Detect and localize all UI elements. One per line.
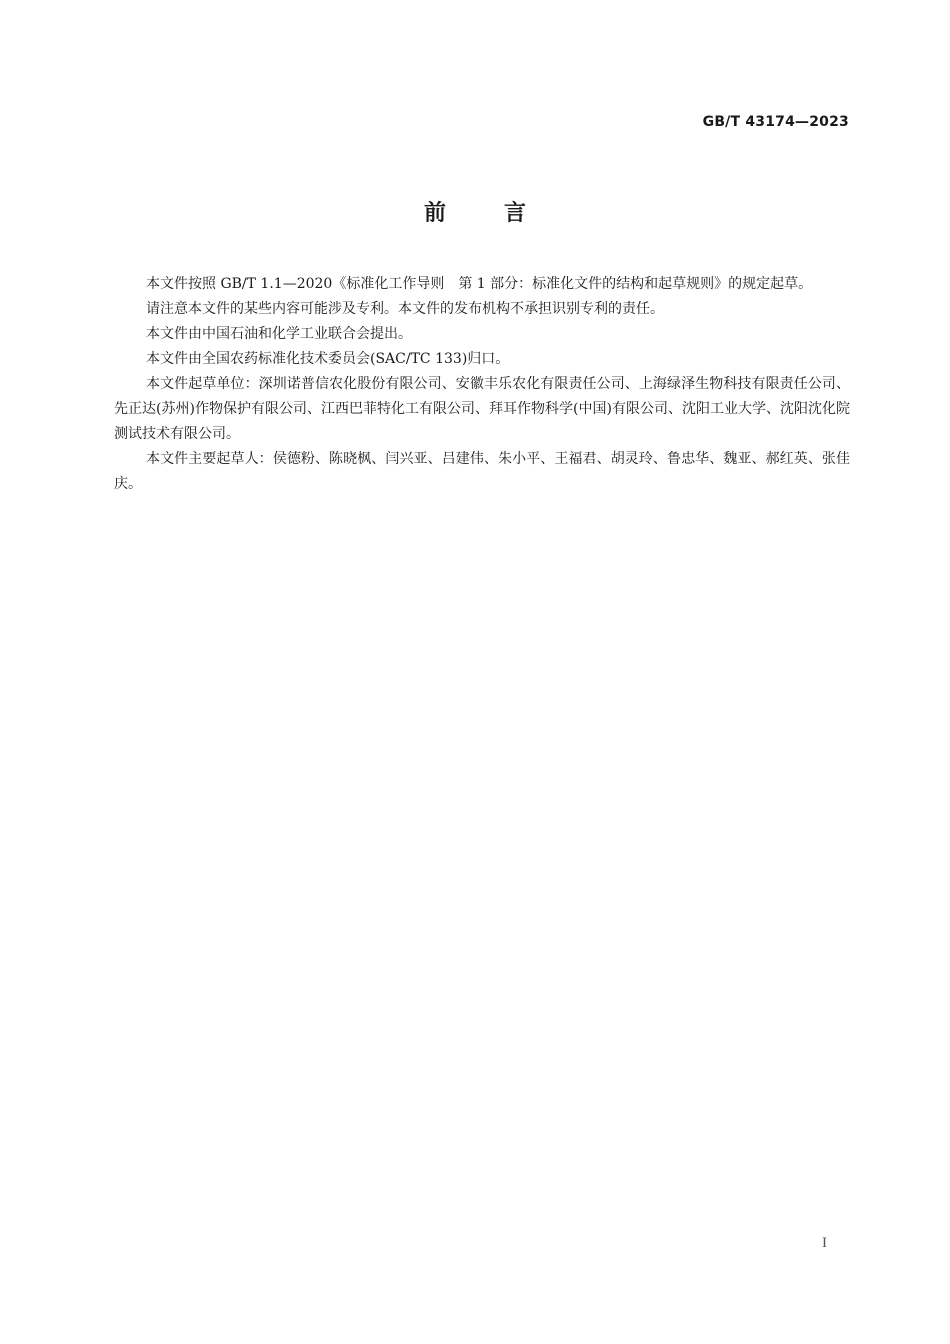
- paragraph-patent-notice: 请注意本文件的某些内容可能涉及专利。本文件的发布机构不承担识别专利的责任。: [146, 301, 664, 317]
- paragraph-drafters: 本文件主要起草人：侯德粉、陈晓枫、闫兴亚、吕建伟、朱小平、王福君、胡灵玲、鲁忠华、魏亚、郝红英、张佳庆。: [114, 451, 850, 492]
- foreword-body: [114, 272, 850, 497]
- page-number: I: [822, 1235, 827, 1251]
- paragraph-proposer: 本文件由中国石油和化学工业联合会提出。: [146, 326, 412, 342]
- paragraph-drafting-rules: 本文件按照 GB/T 1.1—2020《标准化工作导则 第 1 部分：标准化文件的结构和起草规则》的规定起草。: [146, 276, 813, 292]
- paragraph-technical-committee: 本文件由全国农药标准化技术委员会(SAC/TC 133)归口。: [146, 351, 510, 367]
- paragraph-drafting-units: 本文件起草单位：深圳诺普信农化股份有限公司、安徽丰乐农化有限责任公司、上海绿泽生物科技有限责任公司、先正达(苏州)作物保护有限公司、江西巴菲特化工有限公司、拜耳作物科学(中国)有限公司、沈阳工业大学、沈阳沈化院测试技术有限公司。: [114, 376, 850, 442]
- standard-number: GB/T 43174—2023: [702, 114, 849, 130]
- page-title: 前言: [423, 201, 584, 226]
